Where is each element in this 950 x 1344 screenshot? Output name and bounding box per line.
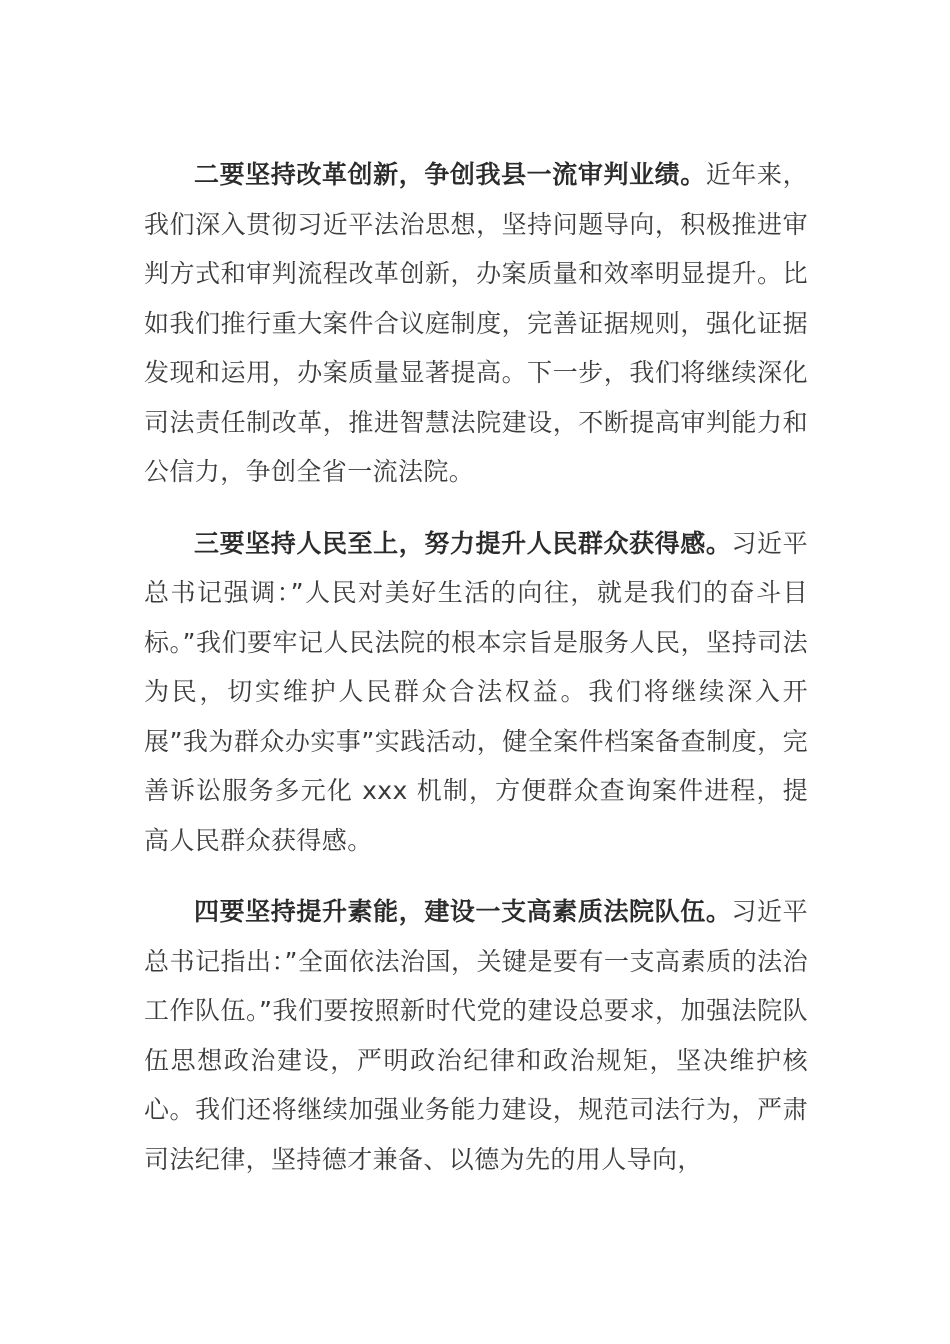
paragraph-text: 近年来，我们深入贯彻习近平法治思想，坚持问题导向，积极推进审判方式和审判流程改革创新，办案质量和效率明显提升。比如我们推行重大案件合议庭制度，完善证据规则，强化证据发现和运用，办案质量显著提高。下一步，我们将继续深化司法责任制改革，推进智慧法院建设，不断提高审判能力和公信力，争创全省一流法院。 xyxy=(144,160,808,486)
document-body xyxy=(144,150,808,1206)
paragraph-text: 习近平总书记指出：”全面依法治国，关键是要有一支高素质的法治工作队伍。”我们要按照新时代党的建设总要求，加强法院队伍思想政治建设，严明政治纪律和政治规矩，坚决维护核心。我们还将继续加强业务能力建设，规范司法行为，严肃司法纪律，坚持德才兼备、以德为先的用人导向， xyxy=(144,897,809,1174)
paragraph-reform xyxy=(144,150,808,497)
paragraph-heading: 三要坚持人民至上，努力提升人民群众获得感。 xyxy=(194,528,732,558)
paragraph-text: 习近平总书记强调：”人民对美好生活的向往，就是我们的奋斗目标。”我们要牢记人民法院的根本宗旨是服务人民，坚持司法为民，切实维护人民群众合法权益。我们将继续深入开展”我为群众办实事”实践活动，健全案件档案备查制度，完善诉讼服务多元化 xxx 机制，方便群众查询案件进程，提高人民群众获得感。 xyxy=(144,528,809,855)
paragraph-team xyxy=(144,887,808,1184)
paragraph-people xyxy=(144,519,808,866)
paragraph-heading: 二要坚持改革创新，争创我县一流审判业绩。 xyxy=(194,160,706,189)
paragraph-heading: 四要坚持提升素能，建设一支高素质法院队伍。 xyxy=(194,897,732,926)
